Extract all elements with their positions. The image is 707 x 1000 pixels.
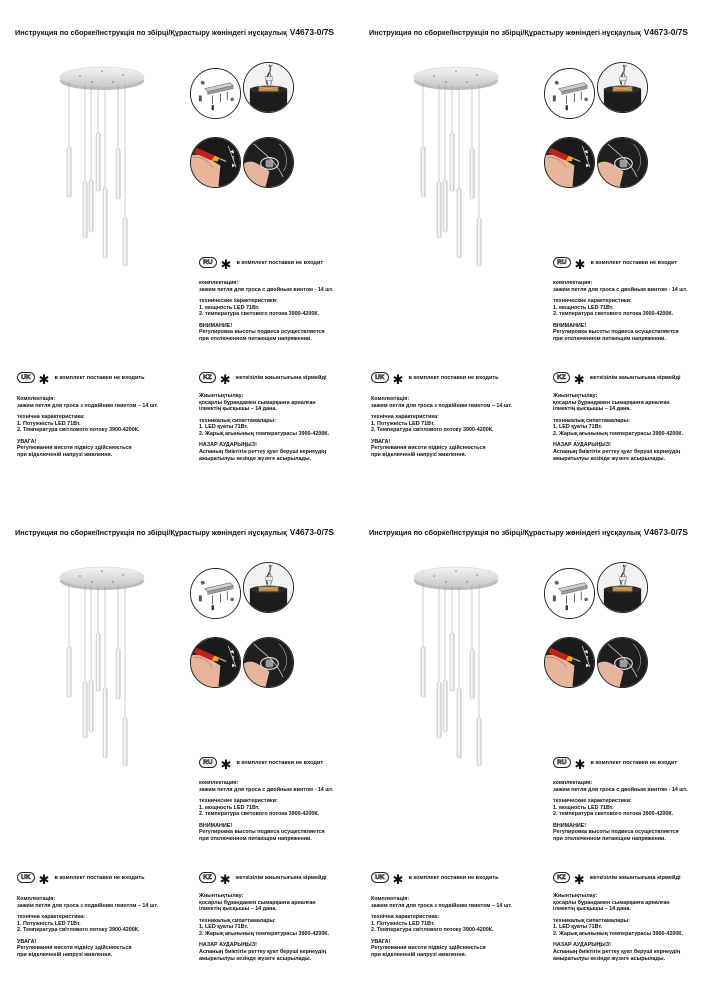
asterisk-icon: ✱ bbox=[219, 372, 231, 387]
sheet-title bbox=[15, 527, 334, 537]
uk-badge-row bbox=[17, 872, 145, 887]
ru-line: зажим петля для троса с двойным винтом - 14 шт. bbox=[199, 286, 334, 293]
uk-line: зажим петля для троса з подвійним гвинтом – 14 шт. bbox=[371, 402, 513, 409]
ru-line: комплектация: bbox=[199, 280, 239, 286]
ru-line: 1. мощность LED 71Вт. bbox=[199, 304, 260, 311]
kz-line: ажыратылуы кезінде жүзеге асырылады. bbox=[199, 955, 312, 962]
uk-line: при відключеній напрузі живлення. bbox=[17, 951, 113, 958]
kz-language-badge: KZ bbox=[553, 872, 570, 883]
ru-badge-row bbox=[199, 257, 324, 272]
uk-line: 2. Температура світлового потоку 3900-4200К. bbox=[17, 927, 140, 934]
uk-language-badge: UK bbox=[371, 372, 389, 383]
uk-language-badge: UK bbox=[17, 372, 35, 383]
instruction-sheet bbox=[354, 0, 707, 500]
kz-line: қосарлы бұрандамен сымарқанға арналған bbox=[199, 899, 316, 906]
ru-line: технические характеристики: bbox=[199, 797, 278, 804]
asterisk-icon: ✱ bbox=[219, 872, 231, 887]
uk-line: УВАГА! bbox=[17, 438, 37, 445]
kz-line: ілмектің қысқышы – 14 дана. bbox=[199, 906, 277, 913]
kz-line: ілмектің қысқышы – 14 дана. bbox=[199, 406, 277, 413]
ru-line: комплектация: bbox=[553, 280, 593, 286]
title-text: Инструкция по сборке/Інструкція по збірці/Құрастыру жөніндегі нұсқаулық bbox=[369, 28, 641, 37]
uk-line: технічна характеристика: bbox=[371, 413, 439, 420]
uk-not-included-note: в комплект поставки не входить bbox=[54, 874, 145, 881]
uk-line: Комплектація: bbox=[17, 396, 56, 402]
asterisk-icon: ✱ bbox=[574, 757, 586, 772]
uk-line: технічна характеристика: bbox=[371, 913, 439, 920]
kz-line: Аспаның биіктігін реттеу қуат беруші кернеудің bbox=[199, 448, 327, 455]
cable-clamp-icon bbox=[243, 637, 294, 688]
kz-line: 1. LED қуаты 71Вт. bbox=[553, 424, 603, 431]
asterisk-icon: ✱ bbox=[38, 872, 50, 887]
ru-language-badge: RU bbox=[553, 757, 571, 768]
sheet-title bbox=[369, 27, 688, 37]
uk-line: Комплектація: bbox=[17, 896, 56, 902]
ru-line: при отключенном питающем напряжении. bbox=[553, 335, 666, 342]
kz-line: ажыратылуы кезінде жүзеге асырылады. bbox=[553, 455, 666, 462]
model-code: V4673-0/7S bbox=[643, 527, 689, 537]
ru-badge-row bbox=[553, 757, 678, 772]
ru-text-block bbox=[199, 280, 333, 343]
asterisk-icon: ✱ bbox=[573, 872, 585, 887]
ru-language-badge: RU bbox=[199, 757, 217, 768]
uk-line: 1. Потужність LED 71Вт. bbox=[371, 420, 435, 427]
kz-line: техникалық сипаттамалары: bbox=[199, 417, 276, 424]
kz-line: Жиынтықтылау: bbox=[553, 893, 598, 899]
ru-line: комплектация: bbox=[199, 780, 239, 786]
uk-language-badge: UK bbox=[17, 872, 35, 883]
uk-line: 1. Потужність LED 71Вт. bbox=[371, 920, 435, 927]
ru-line: 1. мощность LED 71Вт. bbox=[553, 304, 614, 311]
ru-language-badge: RU bbox=[199, 257, 217, 268]
svg-text:↕: ↕ bbox=[585, 155, 590, 162]
uk-text-block bbox=[371, 896, 512, 959]
kz-line: НАЗАР АУДАРЫҢЫЗ! bbox=[553, 942, 611, 949]
kz-line: 1. LED қуаты 71Вт. bbox=[553, 924, 603, 931]
title-text: Инструкция по сборке/Інструкція по збірці/Құрастыру жөніндегі нұсқаулық bbox=[15, 528, 287, 537]
ru-text-block bbox=[199, 780, 333, 843]
ru-line: 1. мощность LED 71Вт. bbox=[553, 804, 614, 811]
uk-not-included-note: в комплект поставки не входить bbox=[408, 874, 499, 881]
ru-line: 2. температура светового потока 3900-4200К. bbox=[199, 311, 320, 318]
ru-line: Регулировка высоты подвеса осуществляется bbox=[553, 829, 679, 836]
kz-line: қосарлы бұрандамен сымарқанға арналған bbox=[199, 399, 316, 406]
kz-language-badge: KZ bbox=[199, 872, 216, 883]
kz-not-included-note: жеткізілім жиынтығына кірмейді bbox=[235, 374, 327, 381]
pendant-lamp-icon bbox=[409, 60, 504, 305]
uk-line: при відключеній напрузі живлення. bbox=[371, 951, 467, 958]
ru-line: ВНИМАНИЕ! bbox=[199, 822, 233, 829]
kz-line: ажыратылуы кезінде жүзеге асырылады. bbox=[553, 955, 666, 962]
pendant-lamp-icon bbox=[55, 60, 150, 305]
svg-text:↕: ↕ bbox=[585, 655, 590, 662]
screwdriver-height-icon bbox=[544, 137, 595, 188]
kz-line: қосарлы бұрандамен сымарқанға арналған bbox=[553, 899, 670, 906]
uk-line: Регулювання висоти підвісу здійснюється bbox=[371, 445, 486, 452]
uk-line: УВАГА! bbox=[371, 938, 391, 945]
uk-line: зажим петля для троса з подвійним гвинтом – 14 шт. bbox=[17, 402, 159, 409]
ceiling-wiring-icon bbox=[597, 62, 648, 113]
kz-line: 2. Жарық ағынының температурасы 3900-4200К. bbox=[553, 431, 684, 438]
kz-badge-row bbox=[199, 372, 327, 387]
uk-line: Регулювання висоти підвісу здійснюється bbox=[17, 945, 132, 952]
ru-language-badge: RU bbox=[553, 257, 571, 268]
ru-not-included-note: в комплект поставки не входит bbox=[590, 259, 678, 266]
kz-line: 2. Жарық ағынының температурасы 3900-4200К. bbox=[199, 431, 330, 438]
kz-badge-row bbox=[553, 372, 681, 387]
svg-text:↕: ↕ bbox=[231, 655, 236, 662]
asterisk-icon: ✱ bbox=[392, 372, 404, 387]
mounting-bracket-icon bbox=[190, 568, 241, 619]
ru-line: ВНИМАНИЕ! bbox=[553, 322, 587, 329]
kz-text-block bbox=[553, 393, 683, 462]
ru-line: технические характеристики: bbox=[553, 797, 632, 804]
uk-line: при відключеній напрузі живлення. bbox=[371, 451, 467, 458]
ru-line: ВНИМАНИЕ! bbox=[199, 322, 233, 329]
kz-text-block bbox=[553, 893, 683, 962]
ru-line: технические характеристики: bbox=[199, 297, 278, 304]
uk-line: Комплектація: bbox=[371, 396, 410, 402]
ru-badge-row bbox=[199, 757, 324, 772]
uk-line: Комплектація: bbox=[371, 896, 410, 902]
svg-text:↕: ↕ bbox=[231, 155, 236, 162]
sheet-title bbox=[15, 27, 334, 37]
mounting-bracket-icon bbox=[544, 568, 595, 619]
uk-not-included-note: в комплект поставки не входить bbox=[408, 374, 499, 381]
ru-not-included-note: в комплект поставки не входит bbox=[590, 759, 678, 766]
kz-line: ажыратылуы кезінде жүзеге асырылады. bbox=[199, 455, 312, 462]
title-text: Инструкция по сборке/Інструкція по збірці/Құрастыру жөніндегі нұсқаулық bbox=[369, 528, 641, 537]
ceiling-wiring-icon bbox=[243, 562, 294, 613]
uk-line: технічна характеристика: bbox=[17, 913, 85, 920]
kz-line: техникалық сипаттамалары: bbox=[199, 917, 276, 924]
ru-line: Регулировка высоты подвеса осуществляется bbox=[199, 829, 325, 836]
pendant-lamp-icon bbox=[409, 560, 504, 805]
asterisk-icon: ✱ bbox=[392, 872, 404, 887]
kz-line: техникалық сипаттамалары: bbox=[553, 917, 630, 924]
ru-line: зажим петля для троса с двойным винтом - 14 шт. bbox=[199, 786, 334, 793]
kz-line: 1. LED қуаты 71Вт. bbox=[199, 424, 249, 431]
ru-line: при отключенном питающем напряжении. bbox=[553, 835, 666, 842]
uk-line: УВАГА! bbox=[17, 938, 37, 945]
uk-line: УВАГА! bbox=[371, 438, 391, 445]
screwdriver-height-icon bbox=[190, 637, 241, 688]
asterisk-icon: ✱ bbox=[574, 257, 586, 272]
uk-text-block bbox=[17, 896, 158, 959]
sheet-title bbox=[369, 527, 688, 537]
ru-text-block bbox=[553, 280, 687, 343]
instruction-sheet bbox=[0, 0, 353, 500]
uk-text-block bbox=[371, 396, 512, 459]
kz-line: 1. LED қуаты 71Вт. bbox=[199, 924, 249, 931]
ru-line: Регулировка высоты подвеса осуществляется bbox=[199, 329, 325, 336]
ru-badge-row bbox=[553, 257, 678, 272]
ru-line: технические характеристики: bbox=[553, 297, 632, 304]
ru-line: 2. температура светового потока 3900-4200К. bbox=[553, 811, 674, 818]
kz-line: Аспаның биіктігін реттеу қуат беруші кернеудің bbox=[553, 948, 681, 955]
uk-language-badge: UK bbox=[371, 872, 389, 883]
kz-line: Жиынтықтылау: bbox=[199, 393, 244, 399]
kz-line: Аспаның биіктігін реттеу қуат беруші кернеудің bbox=[199, 948, 327, 955]
uk-line: зажим петля для троса з подвійним гвинтом – 14 шт. bbox=[17, 902, 159, 909]
ru-line: зажим петля для троса с двойным винтом - 14 шт. bbox=[553, 286, 688, 293]
ru-line: зажим петля для троса с двойным винтом - 14 шт. bbox=[553, 786, 688, 793]
uk-line: Регулювання висоти підвісу здійснюється bbox=[17, 445, 132, 452]
uk-not-included-note: в комплект поставки не входить bbox=[54, 374, 145, 381]
ceiling-wiring-icon bbox=[243, 62, 294, 113]
ru-not-included-note: в комплект поставки не входит bbox=[236, 759, 324, 766]
ru-line: 2. температура светового потока 3900-4200К. bbox=[199, 811, 320, 818]
ru-line: при отключенном питающем напряжении. bbox=[199, 835, 312, 842]
uk-line: 2. Температура світлового потоку 3900-4200К. bbox=[371, 927, 494, 934]
ru-text-block bbox=[553, 780, 687, 843]
kz-not-included-note: жеткізілім жиынтығына кірмейді bbox=[235, 874, 327, 881]
uk-line: 1. Потужність LED 71Вт. bbox=[17, 920, 81, 927]
uk-line: технічна характеристика: bbox=[17, 413, 85, 420]
mounting-bracket-icon bbox=[544, 68, 595, 119]
kz-line: Жиынтықтылау: bbox=[199, 893, 244, 899]
kz-line: ілмектің қысқышы – 14 дана. bbox=[553, 406, 631, 413]
uk-text-block bbox=[17, 396, 158, 459]
uk-badge-row bbox=[371, 372, 499, 387]
uk-line: 1. Потужність LED 71Вт. bbox=[17, 420, 81, 427]
kz-line: 2. Жарық ағынының температурасы 3900-4200К. bbox=[553, 931, 684, 938]
uk-line: 2. Температура світлового потоку 3900-4200К. bbox=[371, 427, 494, 434]
asterisk-icon: ✱ bbox=[38, 372, 50, 387]
kz-not-included-note: жеткізілім жиынтығына кірмейді bbox=[589, 374, 681, 381]
kz-line: Жиынтықтылау: bbox=[553, 393, 598, 399]
uk-line: Регулювання висоти підвісу здійснюється bbox=[371, 945, 486, 952]
ru-line: 1. мощность LED 71Вт. bbox=[199, 804, 260, 811]
ru-line: комплектация: bbox=[553, 780, 593, 786]
uk-badge-row bbox=[371, 872, 499, 887]
model-code: V4673-0/7S bbox=[643, 27, 689, 37]
kz-text-block bbox=[199, 393, 329, 462]
ru-line: при отключенном питающем напряжении. bbox=[199, 335, 312, 342]
kz-line: НАЗАР АУДАРЫҢЫЗ! bbox=[199, 442, 257, 449]
instruction-sheet bbox=[354, 500, 707, 1000]
asterisk-icon: ✱ bbox=[220, 257, 232, 272]
uk-badge-row bbox=[17, 372, 145, 387]
screwdriver-height-icon bbox=[544, 637, 595, 688]
kz-line: Аспаның биіктігін реттеу қуат беруші кернеудің bbox=[553, 448, 681, 455]
uk-line: 2. Температура світлового потоку 3900-4200К. bbox=[17, 427, 140, 434]
title-text: Инструкция по сборке/Інструкція по збірці/Құрастыру жөніндегі нұсқаулық bbox=[15, 28, 287, 37]
cable-clamp-icon bbox=[597, 137, 648, 188]
kz-not-included-note: жеткізілім жиынтығына кірмейді bbox=[589, 874, 681, 881]
asterisk-icon: ✱ bbox=[220, 757, 232, 772]
cable-clamp-icon bbox=[243, 137, 294, 188]
uk-line: зажим петля для троса з подвійним гвинтом – 14 шт. bbox=[371, 902, 513, 909]
ru-not-included-note: в комплект поставки не входит bbox=[236, 259, 324, 266]
pendant-lamp-icon bbox=[55, 560, 150, 805]
ru-line: ВНИМАНИЕ! bbox=[553, 822, 587, 829]
asterisk-icon: ✱ bbox=[573, 372, 585, 387]
cable-clamp-icon bbox=[597, 637, 648, 688]
kz-line: ілмектің қысқышы – 14 дана. bbox=[553, 906, 631, 913]
ru-line: Регулировка высоты подвеса осуществляется bbox=[553, 329, 679, 336]
model-code: V4673-0/7S bbox=[289, 27, 335, 37]
kz-line: НАЗАР АУДАРЫҢЫЗ! bbox=[553, 442, 611, 449]
kz-line: техникалық сипаттамалары: bbox=[553, 417, 630, 424]
kz-text-block bbox=[199, 893, 329, 962]
mounting-bracket-icon bbox=[190, 68, 241, 119]
screwdriver-height-icon bbox=[190, 137, 241, 188]
instruction-sheet bbox=[0, 500, 353, 1000]
kz-language-badge: KZ bbox=[199, 372, 216, 383]
kz-badge-row bbox=[199, 872, 327, 887]
kz-language-badge: KZ bbox=[553, 372, 570, 383]
ceiling-wiring-icon bbox=[597, 562, 648, 613]
model-code: V4673-0/7S bbox=[289, 527, 335, 537]
kz-line: НАЗАР АУДАРЫҢЫЗ! bbox=[199, 942, 257, 949]
uk-line: при відключеній напрузі живлення. bbox=[17, 451, 113, 458]
kz-line: қосарлы бұрандамен сымарқанға арналған bbox=[553, 399, 670, 406]
kz-badge-row bbox=[553, 872, 681, 887]
kz-line: 2. Жарық ағынының температурасы 3900-4200К. bbox=[199, 931, 330, 938]
ru-line: 2. температура светового потока 3900-4200К. bbox=[553, 311, 674, 318]
